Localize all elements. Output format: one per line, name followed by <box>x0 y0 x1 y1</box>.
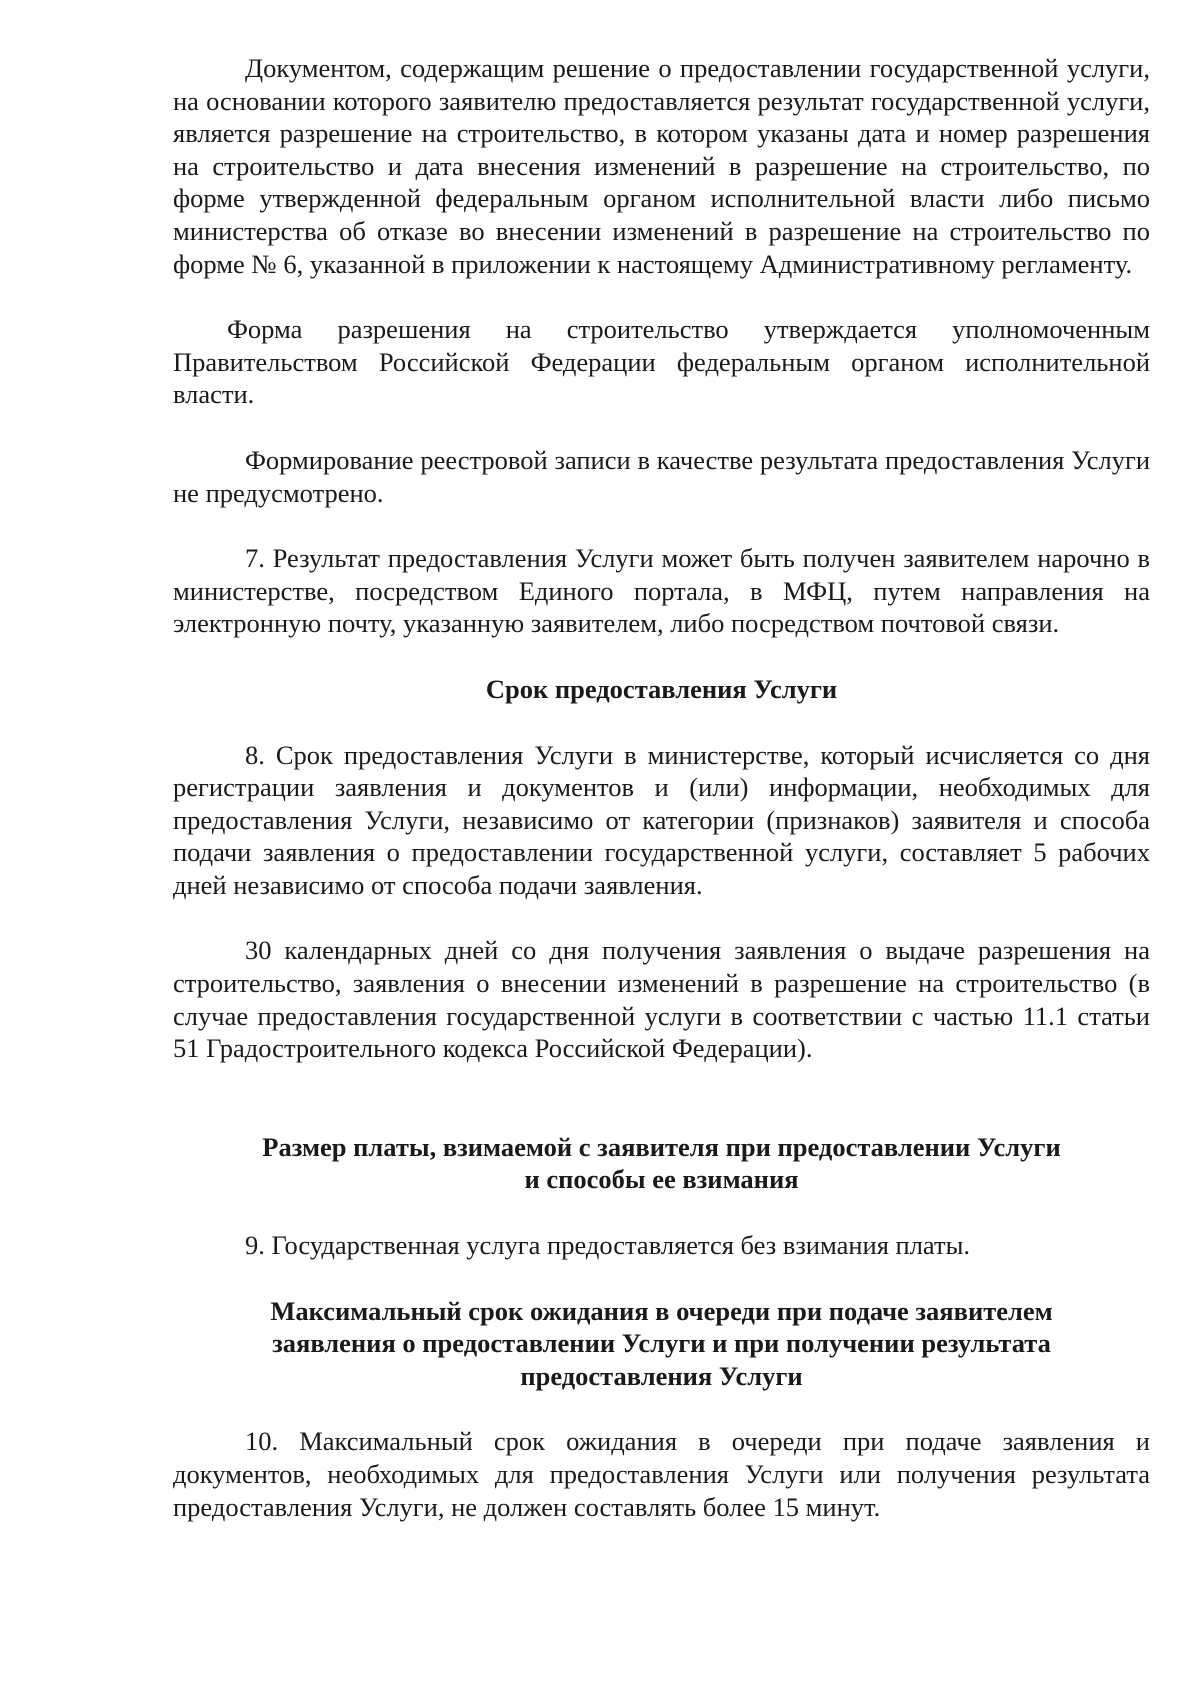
paragraph-30-days: 30 календарных дней со дня получения заявления о выдаче разрешения на строительство, заявления о внесении изменений в разрешение на строительство (в случае предоставления государственной услуги в соответствии с частью 11.1 статьи 51 Градостроительного кодекса Российской Федерации). <box>173 935 1150 1064</box>
heading-fee <box>173 1131 1150 1196</box>
paragraph-item-9: 9. Государственная услуга предоставляется без взимания платы. <box>245 1230 971 1261</box>
heading-queue-line-2: заявления о предоставлении Услуги и при получении результата <box>272 1328 1051 1359</box>
heading-queue-line-3: предоставления Услуги <box>520 1360 803 1391</box>
paragraph-item-10: 10. Максимальный срок ожидания в очереди при подаче заявления и документов, необходимых для предоставления Услуги или получения результата предоставления Услуги, не должен составлять более 15 минут. <box>173 1426 1150 1522</box>
document-page <box>173 52 1150 1523</box>
heading-service-term: Срок предоставления Услуги <box>485 673 838 704</box>
paragraph-item-7: 7. Результат предоставления Услуги может быть получен заявителем нарочно в министерстве, посредством Единого портала, в МФЦ, путем направления на электронную почту, указанную заявителем, либо посредством почтовой связи. <box>173 543 1150 639</box>
heading-queue-time <box>173 1295 1150 1393</box>
paragraph-permit-form: Форма разрешения на строительство утверждается уполномоченным Правительством Российской Федерации федеральным органом исполнительной власти. <box>173 314 1150 410</box>
heading-queue-line-1: Максимальный срок ожидания в очереди при подаче заявителем <box>270 1295 1053 1326</box>
heading-fee-line-1: Размер платы, взимаемой с заявителя при предоставлении Услуги <box>262 1131 1061 1162</box>
paragraph-registry-record: Формирование реестровой записи в качестве результата предоставления Услуги не предусмотрено. <box>173 444 1150 508</box>
paragraph-item-8: 8. Срок предоставления Услуги в министерстве, который исчисляется со дня регистрации заявления и документов и (или) информации, необходимых для предоставления Услуги, независимо от категории (признаков) заявителя и способа подачи заявления о предоставлении государственной услуги, составляет 5 рабочих дней независимо от способа подачи заявления. <box>173 739 1150 900</box>
paragraph-result-document: Документом, содержащим решение о предоставлении государственной услуги, на основании которого заявителю предоставляется результат государственной услуги, является разрешение на строительство, в котором указаны дата и номер разрешения на строительство и дата внесения изменений в разрешение на строительство, по форме утвержденной федеральным органом исполнительной власти либо письмо министерства об отказе во внесении изменений в разрешение на строительство по форме № 6, указанной в приложении к настоящему Административному регламенту. <box>173 53 1150 279</box>
heading-fee-line-2: и способы ее взимания <box>524 1164 799 1195</box>
